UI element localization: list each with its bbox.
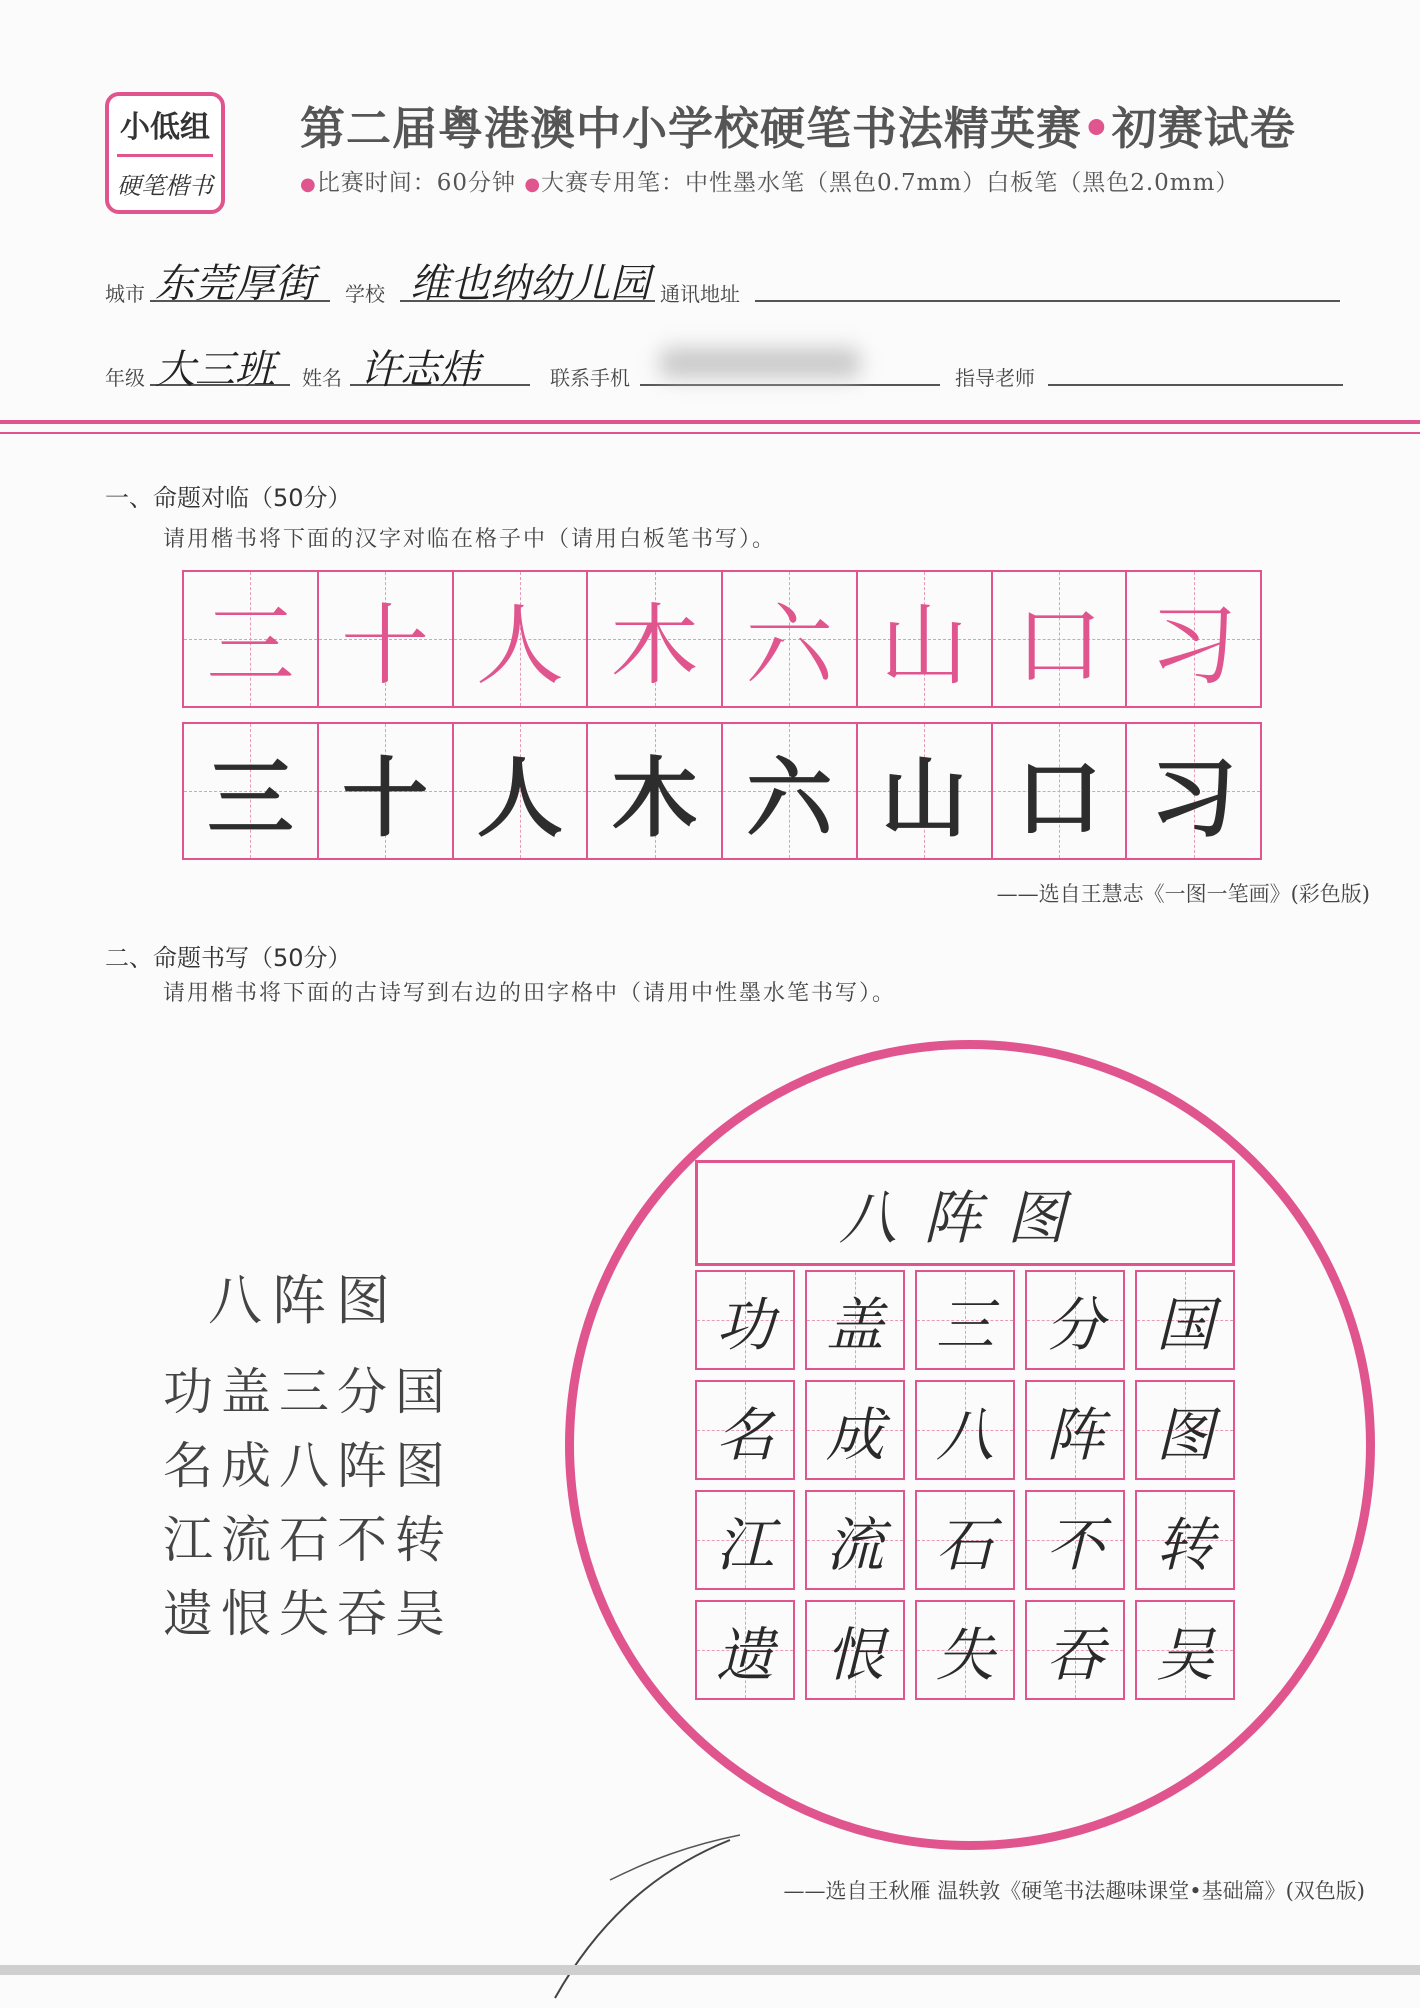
answer-cell[interactable]: 吞 (1025, 1600, 1125, 1700)
answer-cell[interactable]: 山 (858, 724, 993, 858)
page-title (300, 92, 1296, 157)
phone-label: 联系手机 (550, 366, 630, 390)
address-field[interactable] (755, 300, 1340, 302)
city-label: 城市 (105, 282, 145, 306)
section1-title: 一、命题对临（50分） (105, 484, 352, 512)
badge-divider (117, 154, 213, 157)
school-label: 学校 (345, 282, 385, 306)
header-divider (0, 420, 1420, 424)
model-cell: 人 (454, 572, 589, 706)
title-main: 第二届粤港澳中小学校硬笔书法精英赛 (300, 102, 1083, 155)
poem-line: 江流石不转 (163, 1511, 453, 1569)
answer-cell[interactable]: 八 (915, 1380, 1015, 1480)
info-pens: 大赛专用笔：中性墨水笔（黑色0.7mm）白板笔（黑色2.0mm） (541, 170, 1240, 196)
grade-label: 年级 (105, 366, 145, 390)
model-cell: 三 (184, 572, 319, 706)
answer-cell[interactable]: 恨 (805, 1600, 905, 1700)
answer-cell[interactable]: 功 (695, 1270, 795, 1370)
model-cell: 口 (993, 572, 1128, 706)
answer-cell[interactable]: 吴 (1135, 1600, 1235, 1700)
answer-cell[interactable]: 三 (184, 724, 319, 858)
poem-line: 名成八阵图 (163, 1437, 453, 1495)
section1-credit: ——选自王慧志《一图一笔画》(彩色版) (996, 882, 1370, 906)
address-label: 通讯地址 (660, 282, 740, 306)
answer-cell[interactable]: 石 (915, 1490, 1015, 1590)
section2-title: 二、命题书写（50分） (105, 944, 352, 972)
written-char-grid[interactable] (182, 722, 1262, 860)
answer-title: 八阵图 (838, 1184, 1091, 1252)
teacher-field[interactable] (1048, 384, 1343, 386)
answer-cell[interactable]: 盖 (805, 1270, 905, 1370)
answer-cell[interactable]: 分 (1025, 1270, 1125, 1370)
answer-cell[interactable]: 习 (1127, 724, 1260, 858)
phone-underline (640, 384, 940, 386)
title-tail: 初赛试卷 (1111, 102, 1296, 155)
footer-bar (0, 1965, 1420, 1975)
answer-cell[interactable]: 木 (588, 724, 723, 858)
model-cell: 山 (858, 572, 993, 706)
model-cell: 木 (588, 572, 723, 706)
grade-field[interactable]: 大三班 (155, 347, 275, 393)
answer-cell[interactable]: 三 (915, 1270, 1015, 1370)
info-time: 比赛时间：60分钟 (316, 170, 516, 196)
exam-info (300, 164, 1239, 197)
answer-cell[interactable]: 十 (319, 724, 454, 858)
model-cell: 十 (319, 572, 454, 706)
answer-cell[interactable]: 名 (695, 1380, 795, 1480)
name-field[interactable]: 许志炜 (360, 347, 480, 393)
title-dot: • (1082, 102, 1112, 155)
bullet-icon: ● (300, 174, 317, 195)
answer-cell[interactable]: 江 (695, 1490, 795, 1590)
name-label: 姓名 (302, 366, 342, 390)
answer-cell[interactable]: 阵 (1025, 1380, 1125, 1480)
badge-category: 硬笔楷书 (117, 172, 213, 200)
model-cell: 六 (723, 572, 858, 706)
answer-cell[interactable]: 遗 (695, 1600, 795, 1700)
pen-stroke-mark (530, 1820, 750, 2008)
header-divider-thin (0, 432, 1420, 434)
poem-title: 八阵图 (208, 1269, 400, 1332)
phone-field-redacted[interactable] (660, 348, 860, 378)
answer-cell[interactable]: 流 (805, 1490, 905, 1590)
answer-title-box[interactable] (695, 1160, 1235, 1266)
badge-group: 小低组 (120, 110, 210, 145)
answer-cell[interactable]: 不 (1025, 1490, 1125, 1590)
answer-cell[interactable]: 转 (1135, 1490, 1235, 1590)
answer-cell[interactable]: 成 (805, 1380, 905, 1480)
answer-cell[interactable]: 失 (915, 1600, 1015, 1700)
teacher-label: 指导老师 (955, 366, 1035, 390)
section2-desc: 请用楷书将下面的古诗写到右边的田字格中（请用中性墨水笔书写）。 (163, 981, 897, 1006)
school-field[interactable]: 维也纳幼儿园 (410, 261, 650, 307)
bullet-icon: ● (524, 174, 542, 195)
group-badge (105, 92, 225, 214)
answer-cell[interactable]: 国 (1135, 1270, 1235, 1370)
section1-desc: 请用楷书将下面的汉字对临在格子中（请用白板笔书写）。 (163, 527, 777, 552)
answer-cell[interactable]: 人 (454, 724, 589, 858)
answer-cell[interactable]: 口 (993, 724, 1128, 858)
poem-line: 遗恨失吞吴 (163, 1585, 453, 1643)
answer-cell[interactable]: 图 (1135, 1380, 1235, 1480)
answer-cell[interactable]: 六 (723, 724, 858, 858)
city-field[interactable]: 东莞厚街 (155, 261, 315, 307)
model-char-grid (182, 570, 1262, 708)
section2-credit: ——选自王秋雁 温轶敦《硬笔书法趣味课堂•基础篇》(双色版) (783, 1879, 1365, 1903)
model-cell: 习 (1127, 572, 1260, 706)
poem-line: 功盖三分国 (163, 1363, 453, 1421)
